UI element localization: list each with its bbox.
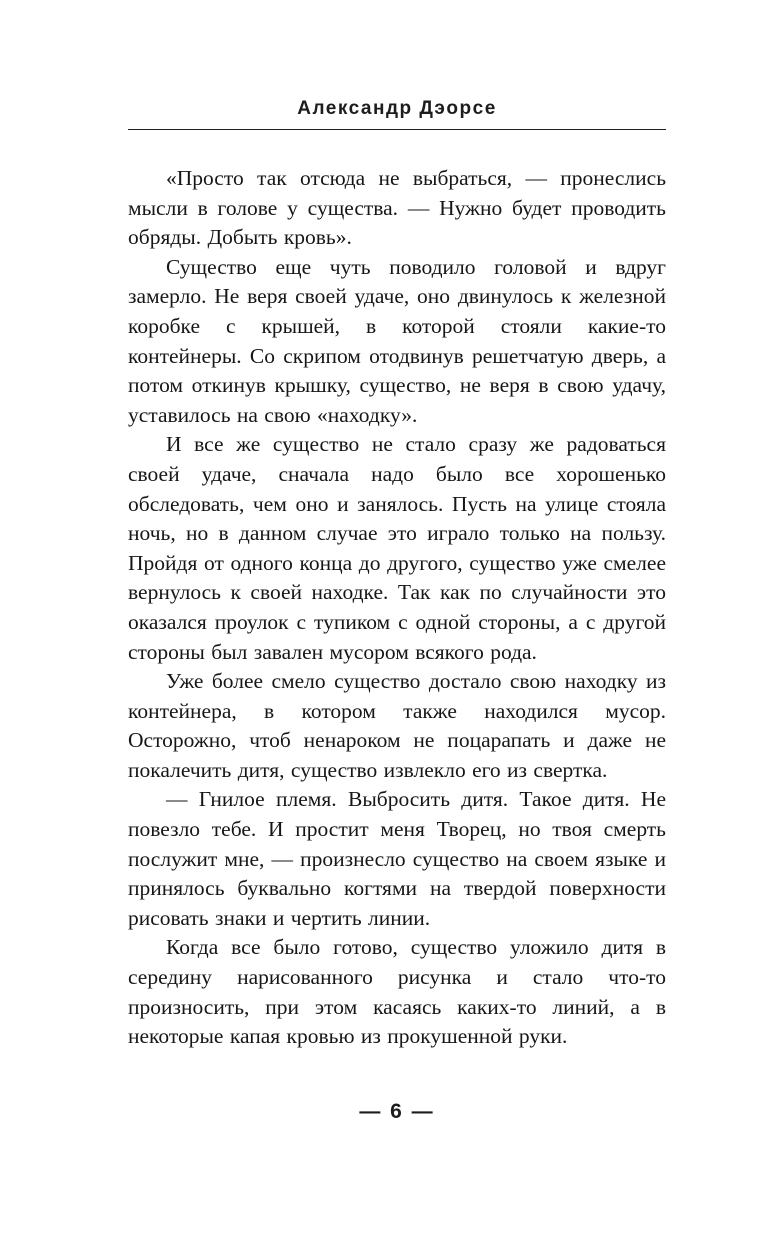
- page-header: [128, 98, 666, 130]
- paragraph-3: И все же существо не стало сразу же радоваться своей удаче, сначала надо было все хорошенько обследовать, чем оно и занялось. Пусть на улице стояла ночь, но в данном случае это играло только на пользу. Пройдя от одного конца до другого, существо уже смелее вернулось к своей находке. Так как по случайности это оказался проулок с тупиком с одной стороны, а с другой стороны был завален мусором всякого рода.: [128, 432, 666, 664]
- author-name: Александр Дэорсе: [297, 98, 497, 119]
- paragraph-4: Уже более смело существо достало свою находку из контейнера, в котором также находился мусор. Осторожно, чтоб ненароком не поцарапать и даже не покалечить дитя, существо извлекло его из свертка.: [128, 669, 666, 782]
- paragraph-1: «Просто так отсюда не выбраться, — пронеслись мысли в голове у существа. — Нужно будет проводить обряды. Добыть кровь».: [128, 166, 666, 250]
- page-footer: [128, 1100, 666, 1124]
- paragraph-6: Когда все было готово, существо уложило дитя в середину нарисованного рисунка и стало что-то произносить, при этом касаясь каких-то линий, а в некоторые капая кровью из прокушенной руки.: [128, 935, 666, 1049]
- paragraph-2: Существо еще чуть поводило головой и вдруг замерло. Не веря своей удаче, оно двинулось к железной коробке с крышей, в которой стояли какие-то контейнеры. Со скрипом отодвинув решетчатую дверь, а потом откинув крышку, существо, не веря в свою удачу, уставилось на свою «находку».: [128, 254, 666, 427]
- header-rule: [128, 129, 666, 130]
- body-text: [128, 164, 666, 1052]
- paragraph-5: — Гнилое племя. Выбросить дитя. Такое дитя. Не повезло тебе. И простит меня Творец, но твоя смерть послужит мне, — произнесло существо на своем языке и принялось буквально когтями на твердой поверхности рисовать знаки и чертить линии.: [128, 787, 666, 930]
- page-number: — 6 —: [359, 1100, 435, 1123]
